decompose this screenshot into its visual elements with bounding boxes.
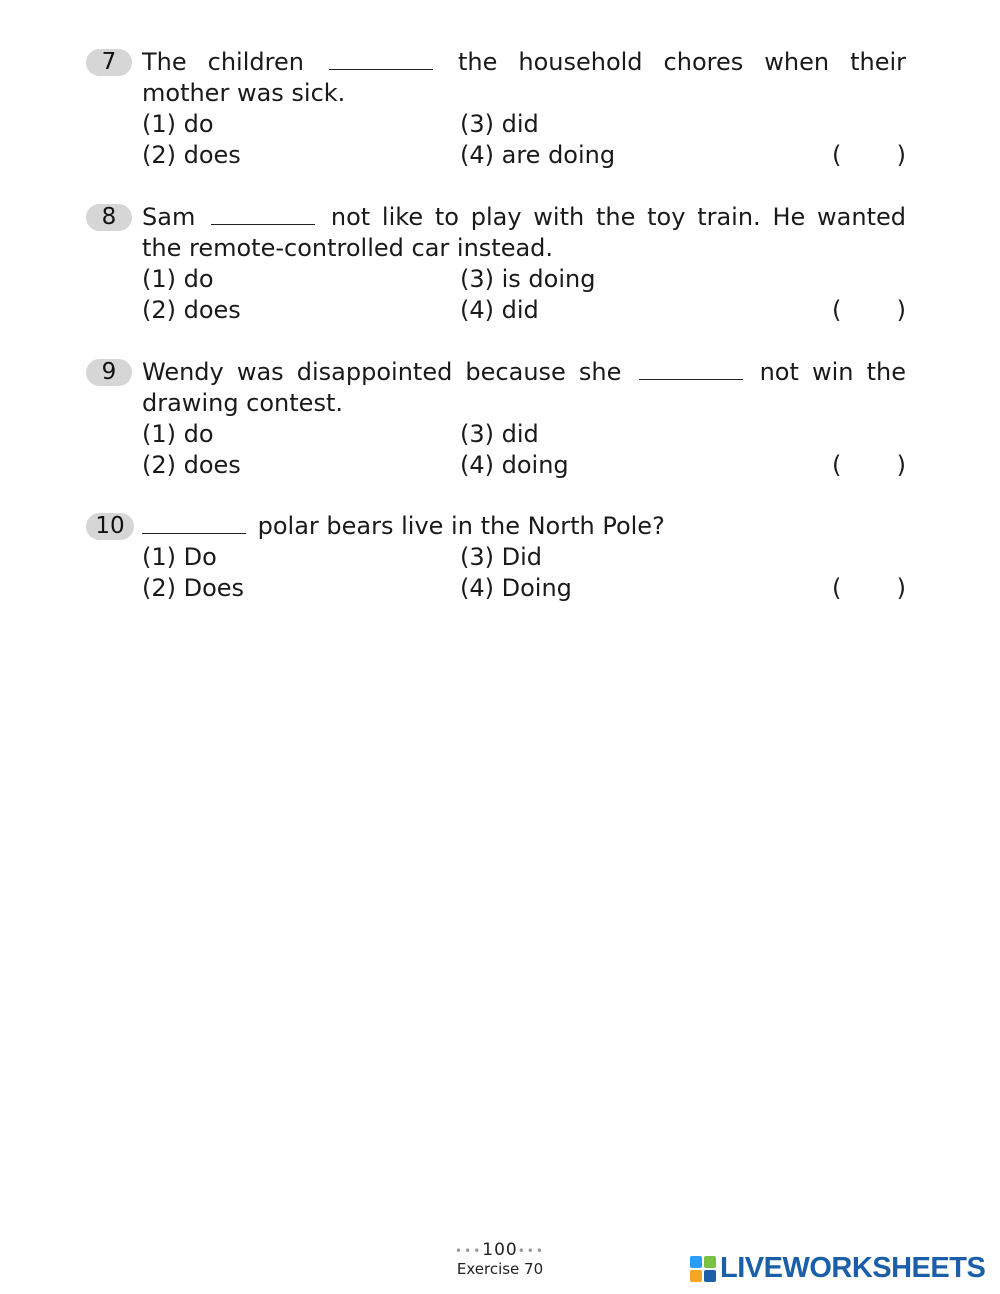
option-1[interactable]: (1) Do	[142, 543, 217, 571]
question-9	[86, 357, 906, 481]
exercise-label: Exercise 70	[456, 1260, 544, 1278]
option-2[interactable]: (2) Does	[142, 574, 245, 602]
option-4[interactable]: (4) Doing	[460, 574, 572, 602]
options-list	[142, 419, 906, 481]
option-1[interactable]: (1) do	[142, 420, 214, 448]
liveworksheets-logo	[690, 1252, 985, 1285]
page-number: •••100•••	[455, 1240, 545, 1260]
dots-left-icon: •••	[455, 1244, 483, 1258]
option-2[interactable]: (2) does	[142, 296, 241, 324]
answer-blank[interactable]	[211, 206, 315, 225]
answer-box[interactable]: ( )	[832, 451, 906, 479]
question-7	[86, 47, 906, 171]
stem-text-after: not win the drawing contest.	[142, 358, 906, 417]
stem-text-before: Sam	[142, 203, 208, 231]
question-stem	[142, 47, 906, 109]
question-10	[86, 511, 906, 604]
answer-box[interactable]: ( )	[832, 141, 906, 169]
question-number: 8	[86, 204, 132, 231]
question-stem	[142, 511, 906, 542]
answer-blank[interactable]	[329, 51, 433, 70]
option-4[interactable]: (4) are doing	[460, 141, 616, 169]
question-number: 9	[86, 359, 132, 386]
option-3[interactable]: (3) did	[460, 110, 539, 138]
options-list	[142, 542, 906, 604]
options-list	[142, 109, 906, 171]
stem-text-after: polar bears live in the North Pole?	[250, 512, 665, 540]
question-8	[86, 202, 906, 326]
question-number: 7	[86, 49, 132, 76]
stem-text-after: not like to play with the toy train. He wanted the remote-controlled car instead.	[142, 203, 906, 262]
option-4[interactable]: (4) doing	[460, 451, 569, 479]
option-1[interactable]: (1) do	[142, 265, 214, 293]
option-3[interactable]: (3) did	[460, 420, 539, 448]
answer-box[interactable]: ( )	[832, 574, 906, 602]
stem-text-after: the household chores when their mother was sick.	[142, 48, 907, 107]
option-2[interactable]: (2) does	[142, 141, 241, 169]
answer-blank[interactable]	[639, 361, 743, 380]
brand-grid-icon	[690, 1256, 716, 1282]
option-4[interactable]: (4) did	[460, 296, 539, 324]
answer-box[interactable]: ( )	[832, 296, 906, 324]
stem-text-before: The children	[142, 48, 325, 76]
answer-blank[interactable]	[142, 515, 246, 534]
dots-right-icon: •••	[517, 1244, 545, 1258]
option-2[interactable]: (2) does	[142, 451, 241, 479]
brand-name: LIVEWORKSHEETS	[720, 1252, 986, 1284]
stem-text-before: Wendy was disappointed because she	[142, 358, 635, 386]
options-list	[142, 264, 906, 326]
question-stem	[142, 357, 906, 419]
option-1[interactable]: (1) do	[142, 110, 214, 138]
question-number: 10	[86, 513, 134, 540]
question-stem	[142, 202, 906, 264]
option-3[interactable]: (3) Did	[460, 543, 543, 571]
option-3[interactable]: (3) is doing	[460, 265, 596, 293]
